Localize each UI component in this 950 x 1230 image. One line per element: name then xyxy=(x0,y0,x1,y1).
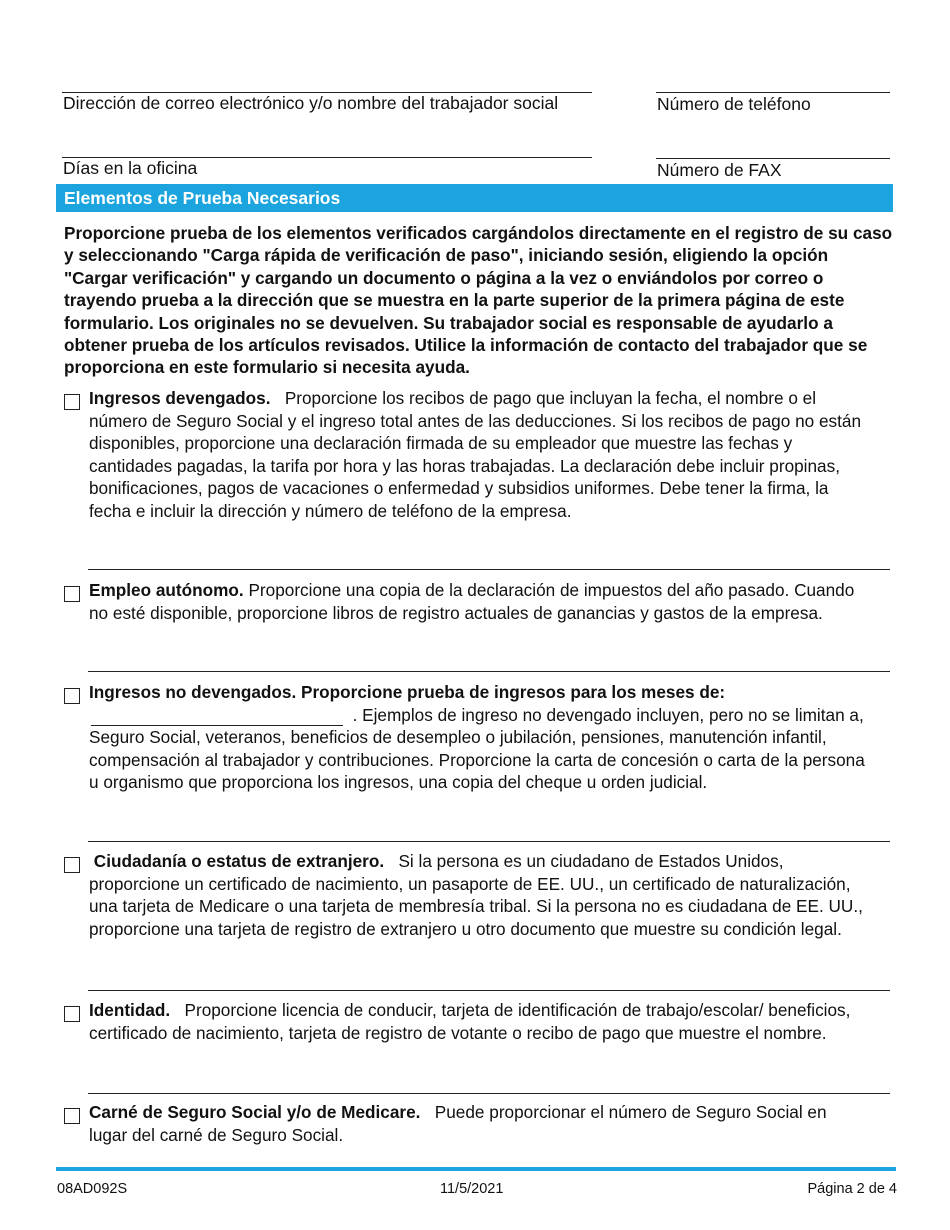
identity-title: Identidad. xyxy=(89,1000,171,1020)
separator-line xyxy=(88,1093,890,1094)
phone-field-label: Número de teléfono xyxy=(657,94,811,114)
identity-text xyxy=(89,999,869,1044)
form-date: 11/5/2021 xyxy=(440,1181,504,1197)
self-employment-text xyxy=(89,579,869,624)
email-field-label: Dirección de correo electrónico y/o nombre del trabajador social xyxy=(63,93,559,113)
earned-income-text xyxy=(89,387,869,522)
form-code: 08AD092S xyxy=(57,1181,128,1197)
citizenship-description: Si la persona es un ciudadano de Estados Unidos, proporcione un certificado de nacimiento, un pasaporte de EE. UU., un certificado de naturalización, una tarjeta de Medicare o una tarjeta de membresía tribal. Si la persona no es ciudadana de EE. UU., proporcione una tarjeta de registro de extranjero u otro documento que muestre su condición legal. xyxy=(89,851,863,939)
self-employment-title: Empleo autónomo. xyxy=(89,580,244,600)
social-security-card-description: Puede proporcionar el número de Seguro Social en lugar del carné de Seguro Social. xyxy=(89,1102,827,1145)
unearned-income-description: . Ejemplos de ingreso no devengado incluyen, pero no se limitan a, Seguro Social, veteranos, beneficios de desempleo o jubilación, pensiones, manutención infantil, compensación al trabajador y contribuciones. Proporcione la carta de concesión o carta de la persona u organismo que proporciona los ingresos, una copia del cheque u orden judicial. xyxy=(89,704,865,792)
self-employment-checkbox[interactable] xyxy=(64,586,80,602)
citizenship-text xyxy=(89,850,869,940)
unearned-income-text xyxy=(89,681,869,794)
social-security-card-checkbox[interactable] xyxy=(64,1108,80,1124)
earned-income-description: Proporcione los recibos de pago que incluyan la fecha, el nombre o el número de Seguro Social y el ingreso total antes de las deducciones. Si los recibos de pago no están disponibles, proporcione una declaración firmada de su empleador que muestre las fechas y cantidades pagadas, la tarifa por hora y las horas trabajadas. La declaración debe incluir propinas, bonificaciones, pagos de vacaciones o enfermedad y subsidios uniformes. Debe tener la firma, la fecha e incluir la dirección y número de teléfono de la empresa. xyxy=(89,388,862,521)
unearned-income-checkbox[interactable] xyxy=(64,688,80,704)
earned-income-title: Ingresos devengados. xyxy=(89,388,271,408)
footer-divider xyxy=(56,1167,896,1171)
citizenship-checkbox[interactable] xyxy=(64,857,80,873)
fax-field-label: Número de FAX xyxy=(657,160,782,180)
page-number: Página 2 de 4 xyxy=(807,1181,897,1197)
separator-line xyxy=(88,990,890,991)
phone-field-line[interactable] xyxy=(656,92,890,93)
months-input-line[interactable] xyxy=(91,707,343,726)
social-security-card-text xyxy=(89,1101,869,1146)
identity-checkbox[interactable] xyxy=(64,1006,80,1022)
earned-income-checkbox[interactable] xyxy=(64,394,80,410)
social-security-card-title: Carné de Seguro Social y/o de Medicare. xyxy=(89,1102,421,1122)
separator-line xyxy=(88,569,890,570)
unearned-income-title: Ingresos no devengados. Proporcione prueba de ingresos para los meses de: xyxy=(89,682,726,702)
separator-line xyxy=(88,671,890,672)
fax-field-line[interactable] xyxy=(656,158,890,159)
instructions-paragraph: Proporcione prueba de los elementos verificados cargándolos directamente en el registro de su caso y seleccionando "Carga rápida de verificación de paso", iniciando sesión, eligiendo la opción "Cargar verificación" y cargando un documento o página a la vez o enviándolos por correo o trayendo prueba a la dirección que se muestra en la parte superior de la primera página de este formulario. Los originales no se devuelven. Su trabajador social es responsable de ayudarlo a obtener prueba de los artículos revisados. Utilice la información de contacto del trabajador que se proporciona en este formulario si necesita ayuda. xyxy=(64,223,893,378)
office-days-field-label: Días en la oficina xyxy=(63,158,198,178)
separator-line xyxy=(88,841,890,842)
identity-description: Proporcione licencia de conducir, tarjeta de identificación de trabajo/escolar/ beneficios, certificado de nacimiento, tarjeta de registro de votante o recibo de pago que muestre el nombre. xyxy=(89,1000,851,1043)
section-header: Elementos de Prueba Necesarios xyxy=(56,184,893,212)
citizenship-title: Ciudadanía o estatus de extranjero. xyxy=(93,851,385,871)
self-employment-description: Proporcione una copia de la declaración de impuestos del año pasado. Cuando no esté disponible, proporcione libros de registro actuales de ganancias y gastos de la empresa. xyxy=(89,580,855,623)
